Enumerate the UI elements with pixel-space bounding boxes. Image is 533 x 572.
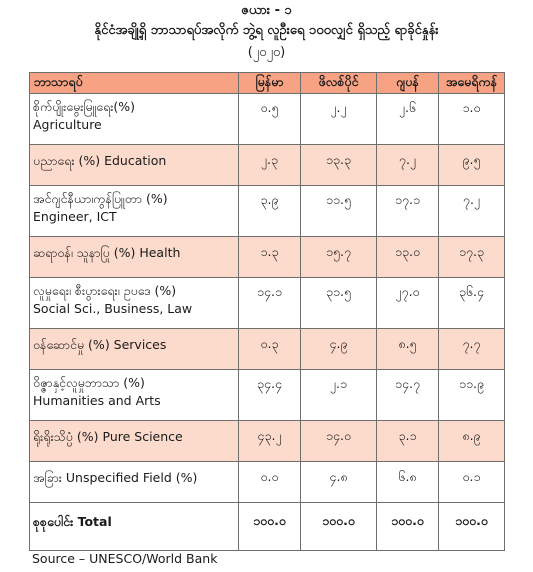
table-row — [30, 94, 505, 145]
cell-value: ၄၃.၂ — [239, 421, 301, 462]
row-label — [30, 278, 239, 329]
total-value: ၁၀၀.၀ — [239, 503, 301, 551]
cell-value: ၇.၂ — [377, 145, 439, 186]
cell-value: ၃၁.၅ — [301, 278, 377, 329]
total-label: စုစုပေါင်း Total — [30, 503, 239, 551]
cell-value: ၇.၂ — [439, 186, 505, 237]
cell-value: ၃.၉ — [239, 186, 301, 237]
cell-value: ၄.၉ — [301, 329, 377, 370]
table-row — [30, 329, 505, 370]
cell-value: ၇.၇ — [439, 329, 505, 370]
cell-value: ၉.၅ — [439, 145, 505, 186]
cell-value: ၁၄.၇ — [377, 370, 439, 421]
header-row — [30, 73, 505, 94]
row-label — [30, 370, 239, 421]
cell-value: ၂၇.၀ — [377, 278, 439, 329]
table-row — [30, 186, 505, 237]
header-philippines: ဖိလစ်ပိုင် — [301, 73, 377, 94]
cell-value: ၁.၃ — [239, 237, 301, 278]
table-row — [30, 278, 505, 329]
cell-value: ၁၅.၇ — [301, 237, 377, 278]
total-value: ၁၀၀.၀ — [301, 503, 377, 551]
cell-value: ၃.၁ — [377, 421, 439, 462]
row-label: ဝန်ဆောင်မှု (%) Services — [30, 329, 239, 370]
cell-value: ၈.၉ — [439, 421, 505, 462]
cell-value: ၀.၅ — [239, 94, 301, 145]
cell-value: ၁၇.၁ — [377, 186, 439, 237]
cell-value: ၁၃.၃ — [301, 145, 377, 186]
cell-value: ၁၁.၅ — [301, 186, 377, 237]
cell-value: ၂.၆ — [377, 94, 439, 145]
table-title: နိုင်ငံအချို့ရှိ ဘာသာရပ်အလိုက် ဘွဲ့ရ လူဦးရေ ၁၀၀လျှင် ရှိသည့် ရာခိုင်နှုန်း — [94, 23, 439, 38]
row-label-line1: စိုက်ပျိုးမွေးမြူရေး(%) — [33, 99, 136, 114]
cell-value: ၂.၁ — [301, 370, 377, 421]
cell-value: ၁၃.၀ — [377, 237, 439, 278]
cell-value: ၀.၃ — [239, 329, 301, 370]
table-year: (၂၀၂၀) — [247, 45, 286, 60]
row-label-line2: Engineer, ICT — [33, 209, 117, 224]
row-label-line1: ဝိဇ္ဇာနှင့်လူမှုဘာသာ (%) — [33, 375, 145, 390]
total-row — [30, 503, 505, 551]
cell-value: ၀.၀ — [239, 462, 301, 503]
cell-value: ၂.၂ — [301, 94, 377, 145]
cell-value: ၁၇.၃ — [439, 237, 505, 278]
degree-share-table — [29, 72, 505, 551]
cell-value: ၁၁.၉ — [439, 370, 505, 421]
cell-value: ၁.၀ — [439, 94, 505, 145]
table-row — [30, 237, 505, 278]
cell-value: ၁၄.၁ — [239, 278, 301, 329]
cell-value: ၀.၁ — [439, 462, 505, 503]
source-note: Source – UNESCO/World Bank — [32, 551, 218, 566]
row-label: ပညာရေး (%) Education — [30, 145, 239, 186]
cell-value: ၄.၈ — [301, 462, 377, 503]
row-label: အခြား Unspecified Field (%) — [30, 462, 239, 503]
cell-value: ၆.၈ — [377, 462, 439, 503]
cell-value: ၁၄.၀ — [301, 421, 377, 462]
table-row — [30, 462, 505, 503]
row-label — [30, 94, 239, 145]
cell-value: ၂.၃ — [239, 145, 301, 186]
total-value: ၁၀၀.၀ — [439, 503, 505, 551]
row-label: ဆရာဝန်၊ သူနာပြု (%) Health — [30, 237, 239, 278]
row-label-line2: Humanities and Arts — [33, 393, 161, 408]
header-usa: အမေရိကန် — [439, 73, 505, 94]
total-value: ၁၀၀.၀ — [377, 503, 439, 551]
table-row — [30, 145, 505, 186]
header-myanmar: မြန်မာ — [239, 73, 301, 94]
row-label-line2: Social Sci., Business, Law — [33, 301, 193, 316]
row-label-line1: လူမှုရေး၊ စီးပွားရေး၊ ဥပဒေ (%) — [33, 283, 177, 298]
table-row — [30, 421, 505, 462]
row-label: ရိုးရိုးသိပ္ပံ (%) Pure Science — [30, 421, 239, 462]
row-label-line1: အင်ဂျင်နီယာ၊ကွန်ပြူတာ (%) — [33, 191, 168, 206]
cell-value: ၈.၅ — [377, 329, 439, 370]
table-row — [30, 370, 505, 421]
header-subject: ဘာသာရပ် — [30, 73, 239, 94]
cell-value: ၃၄.၄ — [239, 370, 301, 421]
row-label-line2: Agriculture — [33, 117, 102, 132]
table-label: ဇယား - ၁ — [241, 3, 292, 18]
header-japan: ဂျပန် — [377, 73, 439, 94]
cell-value: ၃၆.၄ — [439, 278, 505, 329]
row-label — [30, 186, 239, 237]
